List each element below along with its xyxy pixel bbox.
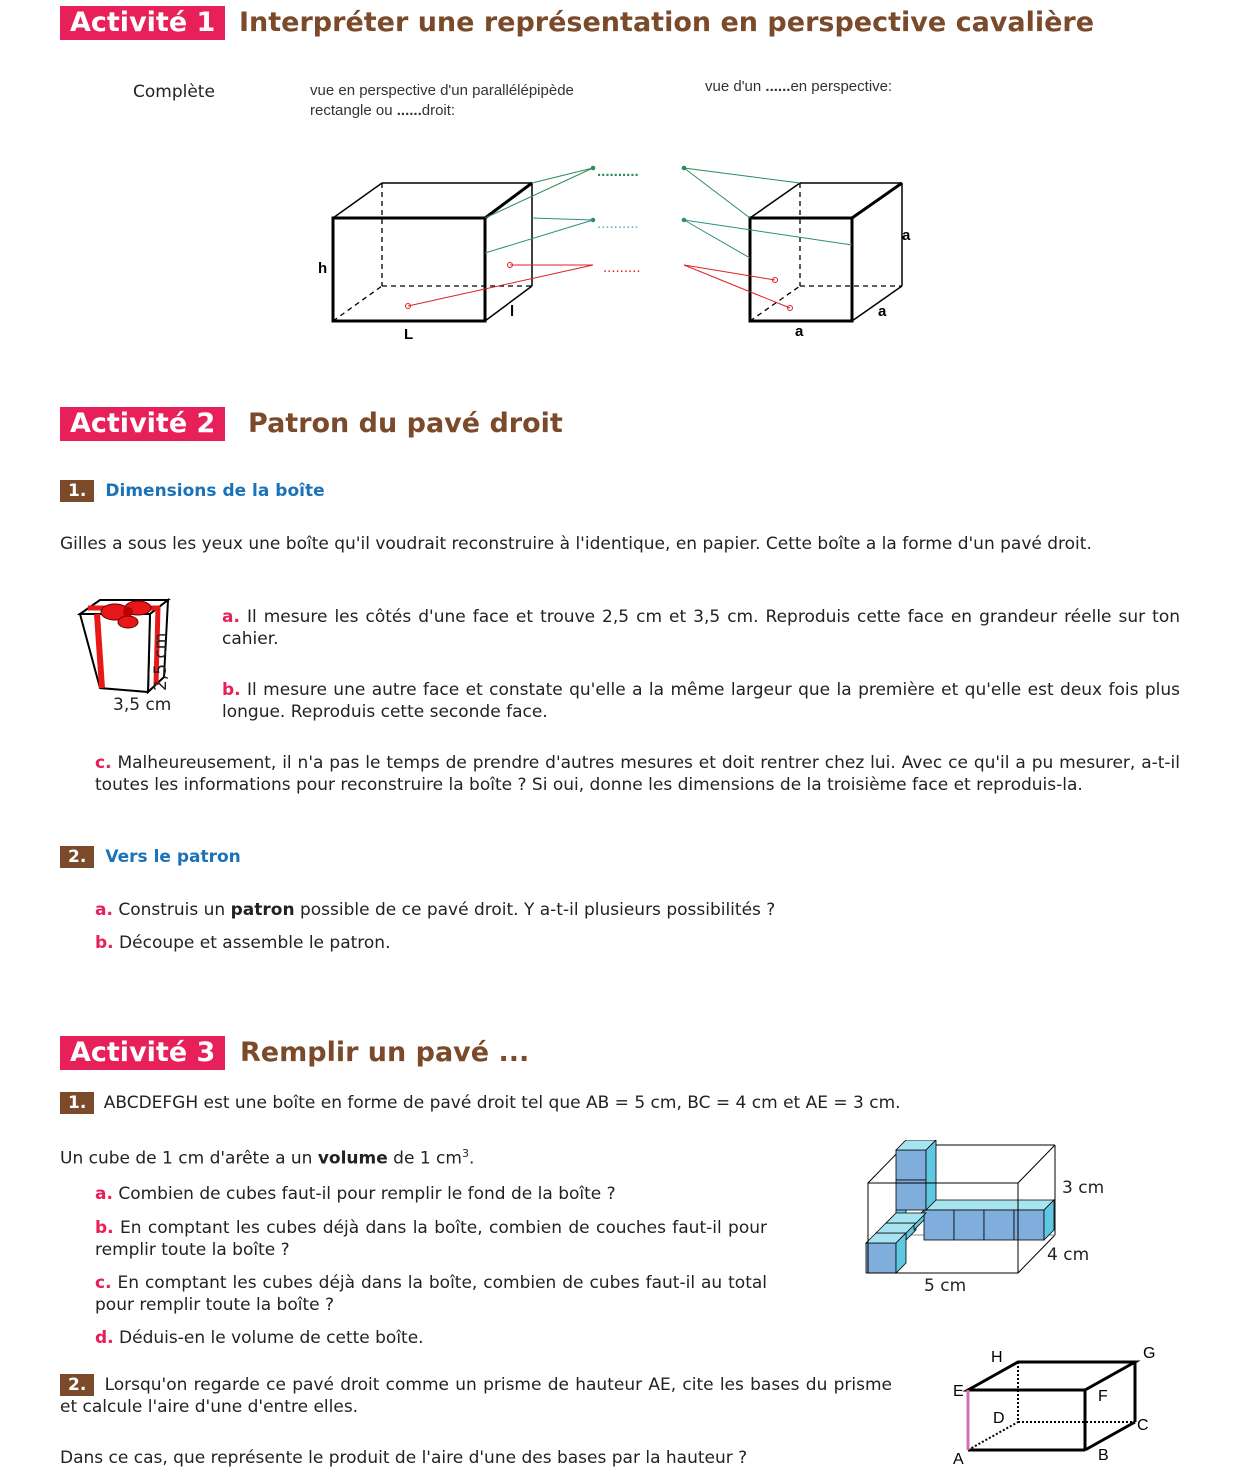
activite3-title: Remplir un pavé ... xyxy=(240,1037,530,1068)
question-3-1b: b. En comptant les cubes déjà dans la boîte, combien de couches faut-il pour remplir toute la boîte ? xyxy=(95,1218,768,1260)
activite1-title: Interpréter une représentation en perspective cavalière xyxy=(239,7,1095,38)
vertex-H: H xyxy=(991,1349,1003,1366)
vertex-E: E xyxy=(953,1383,964,1400)
right-cube xyxy=(750,183,902,321)
question-2-1b: b. Il mesure une autre face et constate qu'elle a la même largeur que la première et qu'elle est deux fois plus longue. Reproduis cette seconde face. xyxy=(222,680,1181,722)
part2-num: 2. xyxy=(60,846,94,868)
caption-left-line2: rectangle ou ......droit: xyxy=(310,102,456,119)
teal-arrows xyxy=(485,218,852,258)
volume-intro: Un cube de 1 cm d'arête a un volume de 1 $cm^3$. xyxy=(60,1147,475,1169)
question-3-1c: c. En comptant les cubes déjà dans la boîte, combien de cubes faut-il au total pour remplir toute la boîte ? xyxy=(95,1273,767,1315)
activite2-title: Patron du pavé droit xyxy=(248,408,563,439)
complete-label: Complète xyxy=(133,82,215,102)
part1-title: Dimensions de la boîte xyxy=(105,481,325,501)
vertex-G: G xyxy=(1143,1345,1156,1362)
abcdefgh-figure xyxy=(940,1340,1170,1468)
label-a-depth: a xyxy=(878,303,887,320)
question-2-2b: b. Découpe et assemble le patron. xyxy=(95,933,391,953)
part2-heading xyxy=(60,846,241,868)
gift-width-label: 3,5 cm xyxy=(113,695,172,715)
dots-blue: .......... xyxy=(597,215,639,232)
label-l: l xyxy=(510,303,515,320)
box-depth-label: 4 cm xyxy=(1047,1245,1090,1265)
label-a-bottom: a xyxy=(795,323,804,340)
question-3-1d: d. Déduis-en le volume de cette boîte. xyxy=(95,1328,424,1348)
activite2-header xyxy=(60,407,225,441)
vertex-A: A xyxy=(953,1451,964,1468)
cubes-box-figure xyxy=(860,1140,1110,1300)
activite2-badge: Activité 2 xyxy=(60,407,225,441)
caption-left xyxy=(310,81,650,121)
box-length-label: 5 cm xyxy=(924,1276,967,1296)
caption-right: vue d'un ......en perspective: xyxy=(705,78,893,95)
vertex-F: F xyxy=(1098,1388,1108,1405)
activite3-part2: 2. Lorsqu'on regarde ce pavé droit comme un prisme de hauteur AE, cite les bases du prisme et calcule l'aire d'une d'entre elles. xyxy=(60,1375,892,1417)
caption-left-line1: vue en perspective d'un parallélépipède xyxy=(310,82,574,99)
activite1-header xyxy=(60,6,225,40)
vertex-B: B xyxy=(1098,1447,1109,1464)
box-height-label: 3 cm xyxy=(1062,1178,1105,1198)
question-2-2a: a. Construis un patron possible de ce pavé droit. Y a-t-il plusieurs possibilités ? xyxy=(95,900,776,920)
vertex-D: D xyxy=(993,1410,1005,1427)
part1-num: 1. xyxy=(60,480,94,502)
activite3-badge: Activité 3 xyxy=(60,1036,225,1070)
vertex-C: C xyxy=(1137,1417,1149,1434)
activite1-badge: Activité 1 xyxy=(60,6,225,40)
activite3-part1: 1. ABCDEFGH est une boîte en forme de pavé droit tel que AB = 5 cm, BC = 4 cm et AE = 3 cm. xyxy=(60,1092,901,1114)
label-a-side: a xyxy=(902,227,911,244)
activite3-header xyxy=(60,1036,225,1070)
part2-title: Vers le patron xyxy=(105,847,241,867)
question-2-1a: a. Il mesure les côtés d'une face et trouve 2,5 cm et 3,5 cm. Reproduis cette face en grandeur réelle sur ton cahier. xyxy=(222,607,1180,649)
activite2-intro: Gilles a sous les yeux une boîte qu'il voudrait reconstruire à l'identique, en papier. Cette boîte a la forme d'un pavé droit. xyxy=(60,534,1092,554)
dots-green: .......... xyxy=(597,163,639,180)
question-2-1c: c. Malheureusement, il n'a pas le temps de prendre d'autres mesures et doit rentrer chez lui. Avec ce qu'il a pu mesurer, a-t-il toutes les informations pour reconstruire la boîte ? Si oui, donne les dimensions de la troisième face et reproduis-la. xyxy=(95,753,1181,795)
question-3-1a: a. Combien de cubes faut-il pour remplir le fond de la boîte ? xyxy=(95,1184,616,1204)
label-L: L xyxy=(404,326,414,343)
part1-heading xyxy=(60,480,325,502)
perspective-figure xyxy=(300,150,940,350)
dots-red: ......... xyxy=(603,259,641,276)
final-question: Dans ce cas, que représente le produit de l'aire d'une des bases par la hauteur ? xyxy=(60,1448,748,1468)
label-h: h xyxy=(318,260,328,277)
